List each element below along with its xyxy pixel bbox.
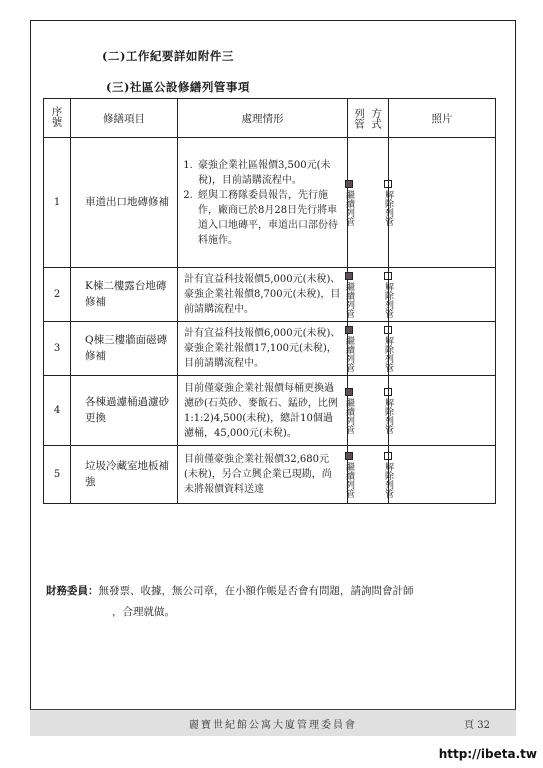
option-release bbox=[370, 388, 406, 434]
option-continue bbox=[331, 272, 367, 318]
option-continue bbox=[331, 452, 367, 498]
finance-note-line2: ，合理就做。 bbox=[112, 606, 175, 618]
header-method bbox=[348, 99, 389, 138]
row-number: 2 bbox=[44, 268, 71, 322]
option-label: 解除列管 bbox=[383, 397, 393, 434]
status-line: 計有宜益科技報價5,000元(未稅)、豪強企業社報價8,700元(未稅)，目前請購流程中。 bbox=[184, 274, 341, 315]
table-row bbox=[44, 376, 496, 446]
footer-org: 麗寶世紀館公寓大廈管理委員會 bbox=[189, 720, 357, 731]
checkbox-icon bbox=[384, 388, 392, 396]
method-cell bbox=[344, 376, 393, 446]
option-continue bbox=[331, 180, 367, 226]
option-label: 解除列管 bbox=[383, 461, 393, 498]
status-line: 1. 豪強企業社區報價3,500元(未稅)，目前請購流程中。 bbox=[196, 158, 341, 188]
option-release bbox=[370, 326, 406, 372]
checked-box-icon bbox=[345, 272, 353, 280]
section-work-record: (二)工作紀要詳如附件三 bbox=[102, 49, 234, 63]
header-photo: 照片 bbox=[389, 99, 496, 138]
checkbox-icon bbox=[384, 452, 392, 460]
option-label: 繼續列管 bbox=[344, 189, 354, 226]
header-item: 修繕項目 bbox=[71, 99, 178, 138]
row-number: 3 bbox=[44, 322, 71, 376]
option-label: 解除列管 bbox=[383, 189, 393, 226]
section-repair-list: (三)社區公設修繕列管事項 bbox=[106, 80, 250, 94]
repair-item: 車道出口地磚修補 bbox=[71, 138, 178, 268]
status-line: 2. 經與工務隊委員報告，先行施作，廠商已於8月28日先行將車道入口地磚平，車道出口部份待料施作。 bbox=[196, 188, 341, 248]
status-description bbox=[178, 138, 348, 268]
option-label: 繼續列管 bbox=[344, 461, 354, 498]
option-release bbox=[370, 180, 406, 226]
page-number: 頁 32 bbox=[464, 720, 490, 731]
checkbox-icon bbox=[384, 180, 392, 188]
checked-box-icon bbox=[345, 452, 353, 460]
status-description bbox=[178, 376, 348, 446]
table-row bbox=[44, 138, 496, 268]
option-continue bbox=[331, 326, 367, 372]
table-row bbox=[44, 322, 496, 376]
header-method-b: 方式 bbox=[370, 107, 382, 129]
status-description bbox=[178, 268, 348, 322]
row-number: 1 bbox=[44, 138, 71, 268]
header-status: 處理情形 bbox=[178, 99, 348, 138]
status-description bbox=[178, 322, 348, 376]
table-header-row bbox=[44, 99, 496, 138]
checked-box-icon bbox=[345, 326, 353, 334]
method-cell bbox=[344, 268, 393, 322]
finance-note-label: 財務委員： bbox=[46, 585, 99, 597]
page-footer bbox=[30, 709, 516, 736]
watermark: http://ibeta.tw bbox=[438, 747, 537, 761]
finance-note bbox=[46, 582, 506, 602]
option-label: 繼續列管 bbox=[344, 335, 354, 372]
repair-item: Q棟三樓牆面磁磚修補 bbox=[71, 322, 178, 376]
method-cell bbox=[344, 446, 393, 504]
checkbox-icon bbox=[384, 272, 392, 280]
option-release bbox=[370, 452, 406, 498]
checked-box-icon bbox=[345, 180, 353, 188]
finance-note-line1: 無發票、收據，無公司章，在小額作帳是否會有問題，請詢問會計師 bbox=[98, 585, 414, 597]
table-row bbox=[44, 268, 496, 322]
checked-box-icon bbox=[345, 388, 353, 396]
row-number: 4 bbox=[44, 376, 71, 446]
header-method-a: 列管 bbox=[353, 107, 365, 129]
row-number: 5 bbox=[44, 446, 71, 504]
method-cell bbox=[344, 322, 393, 376]
option-label: 解除列管 bbox=[383, 281, 393, 318]
option-label: 繼續列管 bbox=[344, 281, 354, 318]
status-line: 目前僅豪強企業社報價32,680元(未稅)，另合立興企業已現勘，尚未將報價資料送達 bbox=[184, 454, 332, 495]
repair-item: K棟二樓露台地磚修補 bbox=[71, 268, 178, 322]
option-continue bbox=[331, 388, 367, 434]
method-cell bbox=[344, 138, 393, 268]
status-line: 目前僅豪強企業社報價每桶更換過濾砂(石英砂、麥飯石、錳砂，比例1:1:2)4,500(未稅)，總計10個過濾桶，45,000元(未稅)。 bbox=[184, 382, 338, 439]
option-release bbox=[370, 272, 406, 318]
repair-item: 垃圾冷藏室地板補強 bbox=[71, 446, 178, 504]
repair-table bbox=[43, 98, 496, 504]
status-description bbox=[178, 446, 348, 504]
status-line: 計有宜益科技報價6,000元(未稅)、豪強企業社報價17,100元(未稅)，目前請購流程中。 bbox=[184, 328, 341, 369]
repair-item: 各棟過濾桶過濾砂更換 bbox=[71, 376, 178, 446]
option-label: 解除列管 bbox=[383, 335, 393, 372]
table-row bbox=[44, 446, 496, 504]
option-label: 繼續列管 bbox=[344, 397, 354, 434]
checkbox-icon bbox=[384, 326, 392, 334]
header-no: 序號 bbox=[44, 99, 71, 138]
